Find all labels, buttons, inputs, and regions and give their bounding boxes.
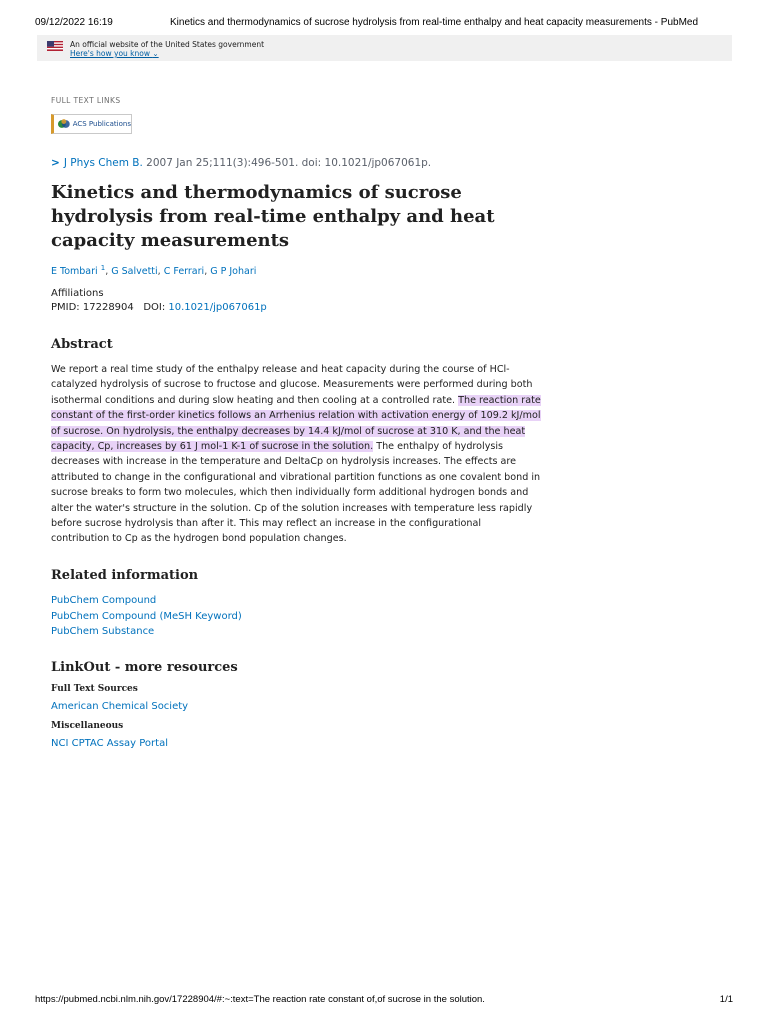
acs-publications-link[interactable] <box>51 114 132 134</box>
author-link[interactable]: E Tombari <box>51 266 98 278</box>
journal-link[interactable]: J Phys Chem B. <box>63 157 143 169</box>
print-footer <box>35 994 733 1005</box>
american-chemical-society-link[interactable]: American Chemical Society <box>51 701 189 712</box>
abstract-text <box>51 362 541 547</box>
abstract-heading: Abstract <box>51 337 113 352</box>
article-title: Kinetics and thermodynamics of sucrose hydrolysis from real-time enthalpy and heat capacity measurements <box>51 182 495 251</box>
author-link[interactable]: G P Johari <box>210 266 257 278</box>
affiliations-toggle[interactable]: Affiliations <box>51 288 104 299</box>
related-information-heading: Related information <box>51 568 199 583</box>
full-text-links-label: FULL TEXT LINKS <box>51 96 121 105</box>
print-header <box>35 17 733 28</box>
acs-publications-label: ACS Publications <box>72 120 131 128</box>
chevron-right-icon: > <box>51 157 60 169</box>
miscellaneous-links <box>51 736 541 752</box>
pubchem-substance-link[interactable]: PubChem Substance <box>51 626 155 637</box>
citation-details: 2007 Jan 25;111(3):496-501. doi: 10.1021/jp067061p. <box>146 157 432 169</box>
abstract-highlight: The reaction rate constant of the first-order kinetics follows an Arrhenius relation with activation energy of 109.2 kJ/mol of sucrose. On hydrolysis, the enthalpy decreases by 14.4 kJ/mol of sucrose at 310 K, and the heat capacity, Cp, increases by 61 J mol-1 K-1 of sucrose in the solution. <box>51 394 541 453</box>
pubchem-compound-mesh-link[interactable]: PubChem Compound (MeSH Keyword) <box>51 610 242 622</box>
us-flag-icon <box>47 41 63 51</box>
identifiers <box>51 302 541 313</box>
miscellaneous-label: Miscellaneous <box>51 721 124 731</box>
related-links <box>51 593 541 640</box>
official-website-text: An official website of the United States government <box>70 40 265 49</box>
abstract-text-after: The enthalpy of hydrolysis decreases with increase in the temperature and DeltaCp on hydrolysis increases. The effects are attributed to change in the configurational and vibrational partition functions as one covalent bond in sucrose breaks to form two molecules, which then individually form additional hydrogen bonds and alter the water's structure in the solution. Cp of the solution increases with temperature less rapidly before sucrose hydrolysis than after it. This may reflect an increase in the configurational contribution to Cp as the hydrogen bond population changes. <box>51 441 541 545</box>
citation <box>51 157 541 169</box>
author-link[interactable]: G Salvetti <box>111 266 158 278</box>
affiliation-marker[interactable]: 1 <box>100 264 106 272</box>
acs-logo-icon <box>57 118 71 130</box>
heres-how-you-know-link[interactable]: Here's how you know ⌄ <box>70 49 159 58</box>
chevron-down-icon: ⌄ <box>152 49 159 58</box>
linkout-heading: LinkOut - more resources <box>51 660 238 675</box>
gov-banner-text <box>70 40 264 58</box>
print-page-title: Kinetics and thermodynamics of sucrose hydrolysis from real-time enthalpy and heat capacity measurements - PubMed <box>170 17 699 28</box>
print-url: https://pubmed.ncbi.nlm.nih.gov/17228904/#:~:text=The reaction rate constant of,of sucrose in the solution. <box>35 994 485 1005</box>
author-link[interactable]: C Ferrari <box>163 266 205 278</box>
authors-list: E Tombari $^1$, G Salvetti, C Ferrari, G P Johari <box>51 264 257 278</box>
gov-banner <box>37 35 732 61</box>
print-datetime: 09/12/2022 16:19 <box>35 17 113 28</box>
pmid-label: PMID: <box>51 302 80 313</box>
doi-link[interactable]: 10.1021/jp067061p <box>168 302 267 313</box>
nci-cptac-assay-portal-link[interactable]: NCI CPTAC Assay Portal <box>51 738 168 749</box>
doi-label: DOI: <box>143 302 166 313</box>
abstract-text-before: We report a real time study of the enthalpy release and heat capacity during the course of HCl-catalyzed hydrolysis of sucrose to fructose and glucose. Measurements were performed during both isothermal conditions and during slow heating and then cooling at a controlled rate. <box>51 364 533 406</box>
full-text-sources <box>51 699 541 715</box>
pmid-value: 17228904 <box>82 302 134 313</box>
full-text-sources-label: Full Text Sources <box>51 684 138 694</box>
print-page-number: 1/1 <box>719 994 733 1005</box>
pubchem-compound-link[interactable]: PubChem Compound <box>51 595 157 606</box>
